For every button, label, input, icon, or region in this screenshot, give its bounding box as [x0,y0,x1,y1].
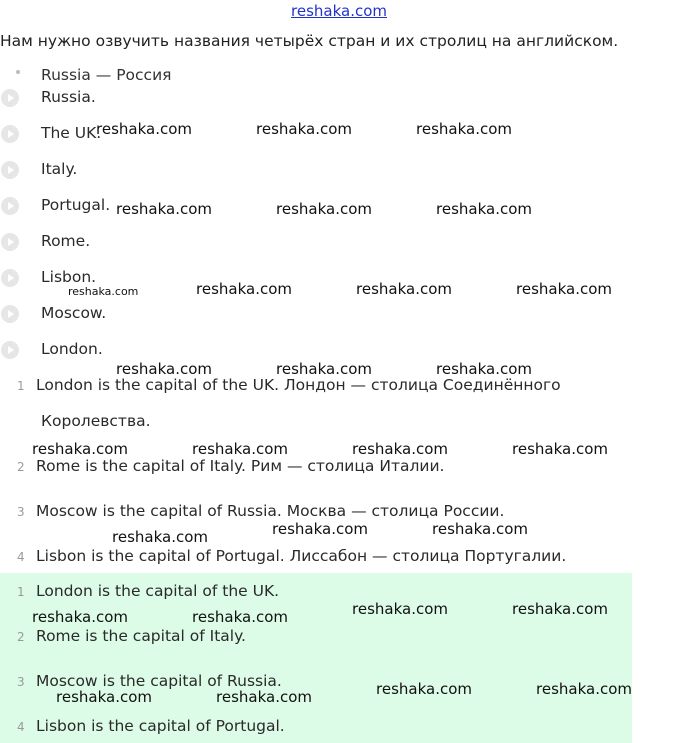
audio-label: London. [41,340,103,358]
bullet-item: Russia — Россия [41,66,172,80]
audio-label: Russia. [41,88,96,106]
watermark: reshaka.com [196,280,292,298]
sentence-number: 3 [17,505,25,519]
watermark: reshaka.com [512,440,608,458]
watermark: reshaka.com [276,360,372,378]
watermark: reshaka.com [436,200,532,218]
audio-label: Portugal. [41,196,111,214]
play-icon[interactable] [1,125,19,143]
audio-label: Italy. [41,160,78,178]
audio-label: Lisbon. [41,268,97,286]
play-icon[interactable] [1,89,19,107]
play-icon[interactable] [1,233,19,251]
watermark: reshaka.com [56,688,152,706]
audio-label: Rome. [41,232,91,250]
watermark: reshaka.com [276,200,372,218]
watermark: reshaka.com [32,608,128,626]
watermark: reshaka.com [112,528,208,546]
sentence-number: 4 [17,550,25,564]
sentence-text-continued: Королевства. [41,412,151,430]
watermark: reshaka.com [116,200,212,218]
watermark: reshaka.com [68,285,139,298]
play-icon[interactable] [1,197,19,215]
answer-text: Rome is the capital of Italy. [36,627,246,645]
watermark: reshaka.com [376,680,472,698]
sentence-text: Moscow is the capital of Russia. Москва — столица России. [36,502,505,520]
watermark: reshaka.com [116,360,212,378]
answer-text: Moscow is the capital of Russia. [36,672,282,690]
play-icon[interactable] [1,269,19,287]
sentence-text: London is the capital of the UK. Лондон — столица Соединённого [36,376,561,394]
audio-label: Moscow. [41,304,107,322]
watermark: reshaka.com [416,120,512,138]
play-icon[interactable] [1,305,19,323]
watermark: reshaka.com [256,120,352,138]
answer-number: 2 [17,630,25,644]
answer-number: 3 [17,675,25,689]
answer-text: Lisbon is the capital of Portugal. [36,717,285,735]
watermark: reshaka.com [516,280,612,298]
site-link[interactable]: reshaka.com [291,2,387,20]
sentence-text: Rome is the capital of Italy. Рим — столица Италии. [36,457,445,475]
watermark: reshaka.com [216,688,312,706]
watermark: reshaka.com [356,280,452,298]
answer-text: London is the capital of the UK. [36,582,280,600]
watermark: reshaka.com [536,680,632,698]
answer-number: 1 [17,585,25,599]
sentence-text: Lisbon is the capital of Portugal. Лиссабон — столица Португалии. [36,547,567,565]
intro-text: Нам нужно озвучить названия четырёх стран и их стролиц на английском. [0,32,619,50]
bullet-dot [16,70,20,74]
watermark: reshaka.com [32,440,128,458]
watermark: reshaka.com [512,600,608,618]
play-icon[interactable] [1,341,19,359]
answer-number: 4 [17,720,25,734]
audio-label: The UK. [41,124,102,142]
watermark: reshaka.com [96,120,192,138]
watermark: reshaka.com [192,608,288,626]
watermark: reshaka.com [192,440,288,458]
watermark: reshaka.com [352,600,448,618]
watermark: reshaka.com [432,520,528,538]
watermark: reshaka.com [352,440,448,458]
watermark: reshaka.com [436,360,532,378]
play-icon[interactable] [1,161,19,179]
sentence-number: 1 [17,379,25,393]
watermark: reshaka.com [272,520,368,538]
sentence-number: 2 [17,460,25,474]
